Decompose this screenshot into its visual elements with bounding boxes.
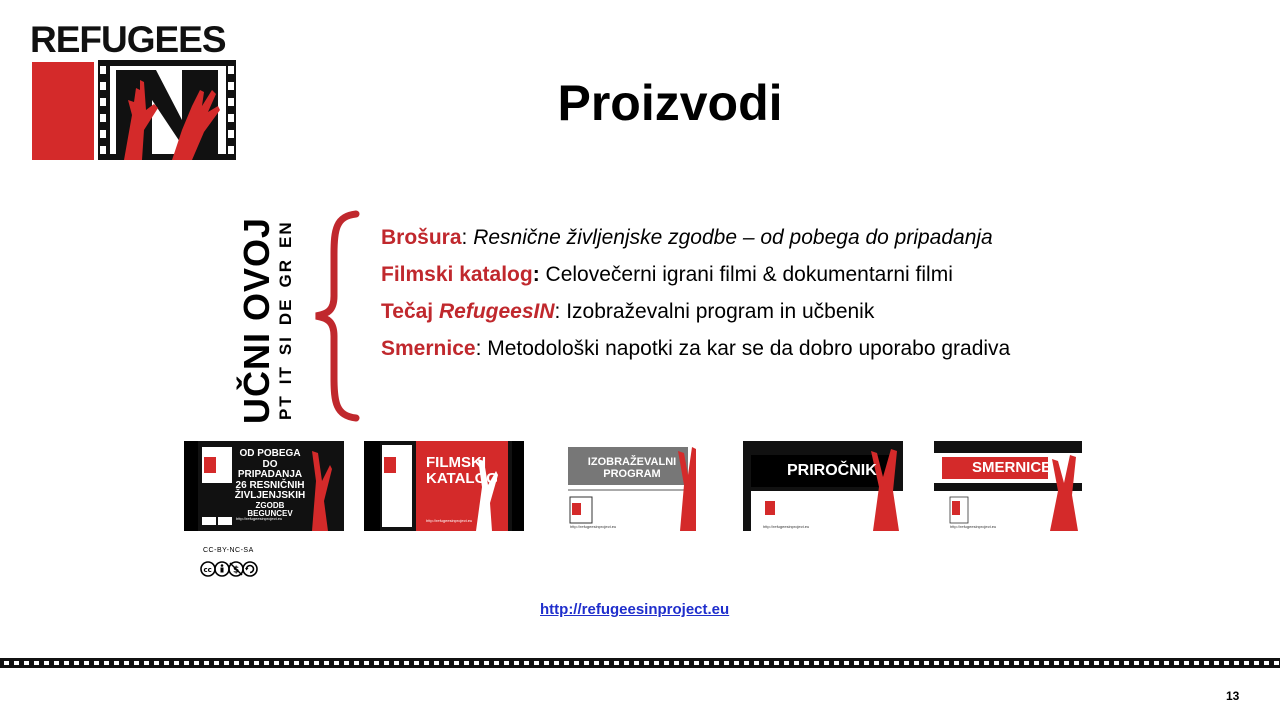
filmstrip-perforation <box>254 661 259 665</box>
filmstrip-perforation <box>94 661 99 665</box>
language-code: EN <box>276 220 295 248</box>
filmstrip-perforation <box>724 661 729 665</box>
filmstrip-perforation <box>564 661 569 665</box>
logo-wordmark: REFUGEES <box>30 19 226 60</box>
filmstrip-perforation <box>1234 661 1239 665</box>
filmstrip-perforation <box>1204 661 1209 665</box>
filmstrip-perforation <box>204 661 209 665</box>
page-number: 13 <box>1226 689 1240 703</box>
filmstrip-perforation <box>184 661 189 665</box>
cover-title-line: SMERNICE <box>972 459 1052 476</box>
filmstrip-perforation <box>874 661 879 665</box>
filmstrip-perforation <box>834 661 839 665</box>
learning-package-label: UČNI OVOJ <box>236 216 277 424</box>
filmstrip-perforation <box>174 661 179 665</box>
filmstrip-perforation <box>934 661 939 665</box>
filmstrip-perforation <box>814 661 819 665</box>
product-description: Metodološki napotki za kar se da dobro uporabo gradiva <box>487 337 1011 360</box>
filmstrip-perforation <box>64 661 69 665</box>
filmstrip-perforation <box>464 661 469 665</box>
cover-title-line: OD POBEGA DO <box>239 448 301 470</box>
product-item-film-catalog <box>381 263 1101 286</box>
filmstrip-perforation <box>1214 661 1219 665</box>
filmstrip-perforation <box>594 661 599 665</box>
filmstrip-perforation <box>164 661 169 665</box>
filmstrip-perforation <box>964 661 969 665</box>
language-list <box>276 220 296 420</box>
filmstrip-perforation <box>1194 661 1199 665</box>
filmstrip-perforation <box>1174 661 1179 665</box>
filmstrip-perforation <box>214 661 219 665</box>
filmstrip-perforation <box>1224 661 1229 665</box>
filmstrip-perforation <box>444 661 449 665</box>
filmstrip-perforation <box>914 661 919 665</box>
filmstrip-perforation <box>984 661 989 665</box>
product-item-guidelines <box>381 337 1101 360</box>
filmstrip-perforation <box>1104 661 1109 665</box>
filmstrip-perforation <box>84 661 89 665</box>
filmstrip-perforation <box>44 661 49 665</box>
filmstrip-perforation <box>624 661 629 665</box>
filmstrip-perforation <box>364 661 369 665</box>
product-list <box>381 226 1101 374</box>
filmstrip-perforation <box>794 661 799 665</box>
filmstrip-perforation <box>944 661 949 665</box>
filmstrip-perforation <box>394 661 399 665</box>
filmstrip-perforation <box>414 661 419 665</box>
filmstrip-perforation <box>114 661 119 665</box>
separator: : <box>532 263 546 286</box>
filmstrip-perforation <box>274 661 279 665</box>
cover-url: http://refugeesinproject.eu <box>763 524 810 529</box>
filmstrip-perforation <box>1044 661 1049 665</box>
product-description: Celovečerni igrani filmi & dokumentarni filmi <box>545 263 953 286</box>
filmstrip-perforation <box>294 661 299 665</box>
cover-url: http://refugeesinproject.eu <box>426 518 473 523</box>
cover-title-line: PROGRAM <box>603 467 661 480</box>
filmstrip-perforation <box>504 661 509 665</box>
filmstrip-perforation <box>784 661 789 665</box>
filmstrip-perforation <box>154 661 159 665</box>
filmstrip-perforation <box>34 661 39 665</box>
filmstrip-perforation <box>1124 661 1129 665</box>
filmstrip-perforation <box>744 661 749 665</box>
svg-text:cc: cc <box>203 566 212 574</box>
filmstrip-perforation <box>344 661 349 665</box>
filmstrip-perforation <box>404 661 409 665</box>
product-name: Smernice <box>381 337 476 360</box>
cover-title-line: KATALOG <box>426 469 498 487</box>
filmstrip-perforation <box>694 661 699 665</box>
filmstrip-perforation <box>304 661 309 665</box>
creative-commons-icon <box>199 560 259 578</box>
filmstrip-perforation <box>224 661 229 665</box>
filmstrip-perforation <box>484 661 489 665</box>
filmstrip-perforation <box>494 661 499 665</box>
cover-title-line: PRIROČNIK <box>787 462 877 479</box>
cover-title-line: PRIPADANJA <box>237 469 303 480</box>
filmstrip-perforation <box>194 661 199 665</box>
filmstrip-perforation <box>314 661 319 665</box>
product-item-course <box>381 300 1101 323</box>
filmstrip-perforation <box>1014 661 1019 665</box>
filmstrip-perforation <box>854 661 859 665</box>
cover-url: http://refugeesinproject.eu <box>236 516 283 521</box>
filmstrip-perforation <box>1254 661 1259 665</box>
filmstrip-perforation <box>264 661 269 665</box>
filmstrip-perforation <box>1274 661 1279 665</box>
filmstrip-perforation <box>1184 661 1189 665</box>
brochure-cover-thumbnail <box>184 441 344 531</box>
filmstrip-perforation <box>144 661 149 665</box>
slide-title: Proizvodi <box>557 75 783 131</box>
filmstrip-perforation <box>514 661 519 665</box>
filmstrip-perforation <box>1034 661 1039 665</box>
language-code: SI <box>276 335 295 356</box>
filmstrip-perforation <box>634 661 639 665</box>
filmstrip-perforation <box>1264 661 1269 665</box>
product-description: Izobraževalni program in učbenik <box>566 300 875 323</box>
filmstrip-perforation <box>754 661 759 665</box>
filmstrip-perforation <box>904 661 909 665</box>
filmstrip-perforation <box>734 661 739 665</box>
cover-title-line: ZGODB BEGUNCEV <box>247 500 293 518</box>
filmstrip-perforation <box>774 661 779 665</box>
separator: : <box>475 337 488 360</box>
product-item-brochure <box>381 226 1101 249</box>
filmstrip-perforation <box>24 661 29 665</box>
cover-title-line: FILMSKI <box>426 454 486 471</box>
filmstrip-perforation <box>1094 661 1099 665</box>
filmstrip-perforation <box>574 661 579 665</box>
product-name: Brošura <box>381 226 462 249</box>
separator: : <box>461 226 474 249</box>
filmstrip-perforation <box>354 661 359 665</box>
filmstrip-perforation <box>424 661 429 665</box>
filmstrip-perforation <box>1024 661 1029 665</box>
filmstrip-perforation <box>844 661 849 665</box>
filmstrip-perforation <box>284 661 289 665</box>
filmstrip-perforation <box>864 661 869 665</box>
filmstrip-perforation <box>974 661 979 665</box>
filmstrip-perforation <box>384 661 389 665</box>
cover-url: http://refugeesinproject.eu <box>570 524 617 529</box>
filmstrip-perforation <box>704 661 709 665</box>
filmstrip-perforation <box>554 661 559 665</box>
filmstrip-perforation <box>994 661 999 665</box>
filmstrip-perforation <box>524 661 529 665</box>
filmstrip-perforation <box>54 661 59 665</box>
language-code: GR <box>276 257 295 288</box>
filmstrip-perforation <box>244 661 249 665</box>
filmstrip-perforation <box>804 661 809 665</box>
separator: : <box>554 300 567 323</box>
product-name-brand: RefugeesIN <box>438 300 555 323</box>
film-catalog-cover-thumbnail <box>364 441 524 531</box>
filmstrip-perforation <box>374 661 379 665</box>
filmstrip-perforation <box>684 661 689 665</box>
language-code: PT <box>276 394 295 420</box>
filmstrip-perforation <box>614 661 619 665</box>
filmstrip-perforation <box>1064 661 1069 665</box>
project-website-link[interactable]: http://refugeesinproject.eu <box>540 601 730 618</box>
language-code: DE <box>276 297 295 326</box>
filmstrip-perforation <box>674 661 679 665</box>
filmstrip-perforation <box>104 661 109 665</box>
filmstrip-perforation <box>454 661 459 665</box>
filmstrip-perforation <box>534 661 539 665</box>
filmstrip-perforation <box>14 661 19 665</box>
filmstrip-perforation <box>434 661 439 665</box>
cover-url: http://refugeesinproject.eu <box>950 524 997 529</box>
filmstrip-perforation <box>334 661 339 665</box>
filmstrip-divider <box>0 658 1280 668</box>
filmstrip-perforation <box>884 661 889 665</box>
filmstrip-perforation <box>604 661 609 665</box>
filmstrip-perforation <box>1074 661 1079 665</box>
guidelines-cover-thumbnail <box>934 441 1082 531</box>
filmstrip-perforation <box>544 661 549 665</box>
filmstrip-perforation <box>4 661 9 665</box>
filmstrip-perforation <box>134 661 139 665</box>
filmstrip-perforation <box>1084 661 1089 665</box>
filmstrip-perforation <box>1244 661 1249 665</box>
filmstrip-perforation <box>954 661 959 665</box>
filmstrip-perforation <box>1004 661 1009 665</box>
product-description: Resnične življenjske zgodbe – od pobega do pripadanja <box>473 226 993 249</box>
filmstrip-perforation <box>924 661 929 665</box>
filmstrip-perforation <box>124 661 129 665</box>
filmstrip-perforation <box>1114 661 1119 665</box>
filmstrip-perforation <box>324 661 329 665</box>
education-program-cover-thumbnail <box>568 441 696 531</box>
cover-title-line: ŽIVLJENJSKIH <box>234 490 306 501</box>
filmstrip-perforation <box>1054 661 1059 665</box>
filmstrip-perforation <box>1154 661 1159 665</box>
cover-title-line: IZOBRAŽEVALNI <box>587 456 677 468</box>
product-name: Tečaj <box>381 300 439 323</box>
filmstrip-perforation <box>584 661 589 665</box>
filmstrip-perforation <box>894 661 899 665</box>
filmstrip-perforation <box>824 661 829 665</box>
handbook-cover-thumbnail <box>743 441 903 531</box>
filmstrip-perforation <box>1164 661 1169 665</box>
curly-brace-icon <box>312 210 362 422</box>
filmstrip-perforation <box>1134 661 1139 665</box>
filmstrip-perforation <box>74 661 79 665</box>
cover-title-line: 26 RESNIČNIH <box>235 479 305 491</box>
filmstrip-perforation <box>1144 661 1149 665</box>
language-code: IT <box>276 365 295 385</box>
license-text: CC-BY-NC-SA <box>203 547 254 554</box>
filmstrip-perforation <box>714 661 719 665</box>
filmstrip-perforation <box>664 661 669 665</box>
filmstrip-perforation <box>234 661 239 665</box>
product-name: Filmski katalog <box>381 263 533 286</box>
filmstrip-perforation <box>474 661 479 665</box>
svg-text:$: $ <box>233 565 240 576</box>
filmstrip-perforation <box>764 661 769 665</box>
filmstrip-perforation <box>644 661 649 665</box>
filmstrip-perforation <box>654 661 659 665</box>
